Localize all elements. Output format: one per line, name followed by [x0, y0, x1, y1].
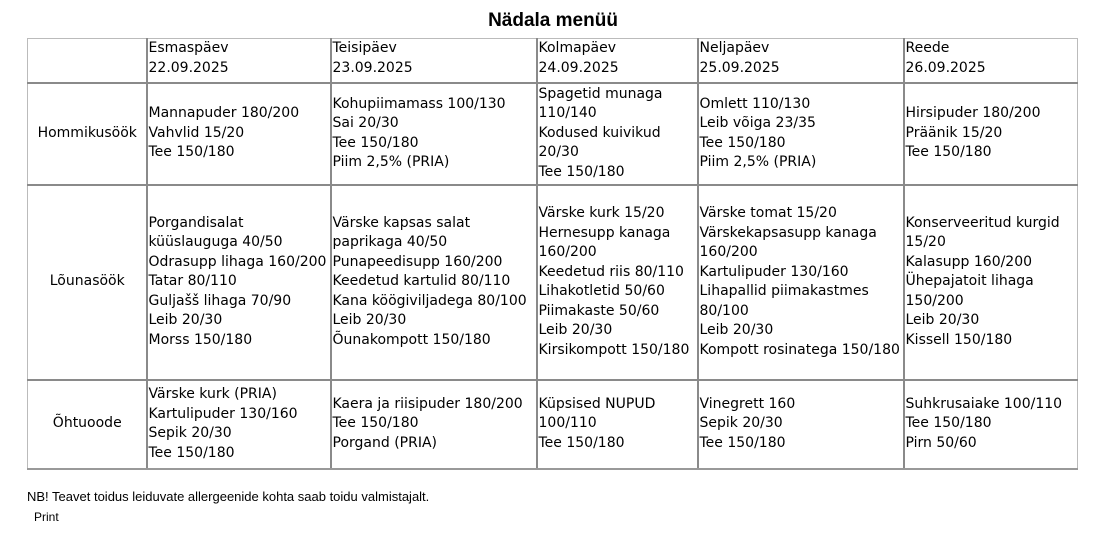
menu-item: Hernesupp kanaga 160/200: [538, 224, 671, 260]
menu-item: Konserveeritud kurgid 15/20: [905, 214, 1060, 251]
meal-name: Õhtuoode: [28, 380, 147, 469]
day-name: Neljapäev: [699, 40, 770, 56]
menu-item: Präänik 15/20: [905, 124, 1003, 141]
menu-item: Värske kurk (PRIA): [148, 386, 277, 402]
menu-item: Leib 20/30: [905, 312, 980, 329]
menu-item: Tee 150/180: [905, 415, 992, 432]
menu-cell: [331, 380, 537, 469]
menu-item: Tee 150/180: [699, 134, 786, 151]
menu-item: Kalasupp 160/200: [905, 253, 1033, 270]
menu-cell: [904, 83, 1078, 185]
menu-item: Leib 20/30: [538, 322, 613, 338]
day-name: Teisipäev: [332, 40, 397, 56]
menu-item: Omlett 110/130: [699, 95, 811, 112]
page-title: Nädala menüü: [488, 10, 618, 31]
menu-item: Ühepajatoit lihaga 150/200: [905, 273, 1034, 309]
menu-item: Leib 20/30: [148, 312, 223, 329]
menu-cell: [904, 380, 1078, 469]
menu-item: Kohupiimamass 100/130: [332, 95, 506, 112]
day-name: Reede: [905, 40, 950, 56]
menu-item: Tee 150/180: [538, 163, 625, 180]
menu-item: Mannapuder 180/200: [148, 105, 300, 122]
menu-item: Tatar 80/110: [148, 273, 237, 290]
menu-item: Värske kapsas salat paprikaga 40/50: [332, 214, 471, 251]
menu-item: Morss 150/180: [148, 331, 253, 348]
menu-item: Keedetud kartulid 80/110: [332, 273, 511, 290]
day-header: [904, 39, 1078, 83]
menu-item: Sepik 20/30: [148, 425, 232, 441]
menu-cell: [537, 185, 698, 380]
menu-item: Sai 20/30: [332, 115, 399, 131]
menu-cell: [698, 380, 904, 469]
day-name: Esmaspäev: [148, 40, 229, 56]
menu-item: Guljašš lihaga 70/90: [148, 292, 292, 309]
menu-item: Värskekapsasupp kanaga 160/200: [699, 224, 877, 260]
menu-item: Lihakotletid 50/60: [538, 283, 665, 299]
menu-item: Tee 150/180: [538, 434, 625, 451]
day-header: [331, 39, 537, 83]
meal-row: [28, 83, 1078, 185]
menu-cell: [331, 185, 537, 380]
meal-name: Hommikusöök: [28, 83, 147, 185]
menu-item: Pirn 50/60: [905, 434, 977, 451]
menu-item: Kirsikompott 150/180: [538, 341, 690, 358]
menu-item: Kompott rosinatega 150/180: [699, 341, 900, 358]
menu-item: Leib 20/30: [332, 312, 407, 329]
menu-item: Leib võiga 23/35: [699, 115, 816, 131]
menu-cell: [537, 380, 698, 469]
header-row: [28, 39, 1078, 83]
menu-item: Kana köögiviljadega 80/100: [332, 292, 527, 309]
menu-cell: [147, 83, 331, 185]
menu-item: Värske tomat 15/20: [699, 205, 837, 221]
menu-item: Tee 150/180: [905, 144, 992, 161]
menu-cell: [698, 83, 904, 185]
menu-item: Kartulipuder 130/160: [699, 263, 849, 280]
menu-item: Tee 150/180: [148, 144, 235, 161]
menu-item: Piimakaste 50/60: [538, 302, 660, 319]
meal-row: [28, 380, 1078, 469]
menu-item: Vinegrett 160: [699, 395, 796, 412]
day-date: 25.09.2025: [699, 59, 780, 76]
menu-table: [27, 38, 1078, 470]
menu-item: Odrasupp lihaga 160/200: [148, 253, 327, 270]
menu-cell: [537, 83, 698, 185]
menu-cell: [147, 185, 331, 380]
menu-item: Punapeedisupp 160/200: [332, 253, 503, 270]
menu-item: Leib 20/30: [699, 322, 774, 338]
menu-item: Küpsised NUPUD 100/110: [538, 395, 656, 432]
menu-item: Tee 150/180: [148, 444, 235, 461]
menu-item: Tee 150/180: [699, 434, 786, 451]
menu-cell: [331, 83, 537, 185]
day-name: Kolmapäev: [538, 40, 617, 56]
menu-item: Kodused kuivikud 20/30: [538, 124, 661, 161]
menu-item: Hirsipuder 180/200: [905, 105, 1041, 122]
day-header: [698, 39, 904, 83]
menu-item: Porgandisalat küüslauguga 40/50: [148, 214, 283, 251]
menu-item: Tee 150/180: [332, 415, 419, 432]
meal-name: Lõunasöök: [28, 185, 147, 380]
day-date: 26.09.2025: [905, 59, 986, 76]
print-link[interactable]: Print: [34, 510, 59, 524]
menu-item: Värske kurk 15/20: [538, 205, 665, 221]
menu-item: Spagetid munaga 110/140: [538, 85, 663, 122]
menu-item: Kissell 150/180: [905, 331, 1013, 348]
menu-cell: [698, 185, 904, 380]
menu-cell: [904, 185, 1078, 380]
menu-item: Lihapallid piimakastmes 80/100: [699, 283, 869, 319]
corner-cell: [28, 39, 147, 83]
allergen-note: NB! Teavet toidus leiduvate allergeenide kohta saab toidu valmistajalt.: [27, 489, 430, 504]
menu-item: Vahvlid 15/20: [148, 124, 245, 141]
day-date: 22.09.2025: [148, 59, 229, 76]
day-header: [147, 39, 331, 83]
day-header: [537, 39, 698, 83]
menu-item: Kartulipuder 130/160: [148, 405, 298, 422]
day-date: 24.09.2025: [538, 59, 619, 76]
day-date: 23.09.2025: [332, 59, 413, 76]
menu-item: Kaera ja riisipuder 180/200: [332, 395, 523, 412]
menu-item: Porgand (PRIA): [332, 434, 437, 451]
menu-item: Keedetud riis 80/110: [538, 263, 684, 280]
menu-item: Suhkrusaiake 100/110: [905, 395, 1063, 412]
menu-item: Õunakompott 150/180: [332, 331, 491, 348]
menu-item: Sepik 20/30: [699, 415, 783, 432]
menu-item: Piim 2,5% (PRIA): [699, 154, 817, 170]
menu-item: Tee 150/180: [332, 134, 419, 151]
meal-row: [28, 185, 1078, 380]
menu-cell: [147, 380, 331, 469]
menu-item: Piim 2,5% (PRIA): [332, 154, 450, 170]
